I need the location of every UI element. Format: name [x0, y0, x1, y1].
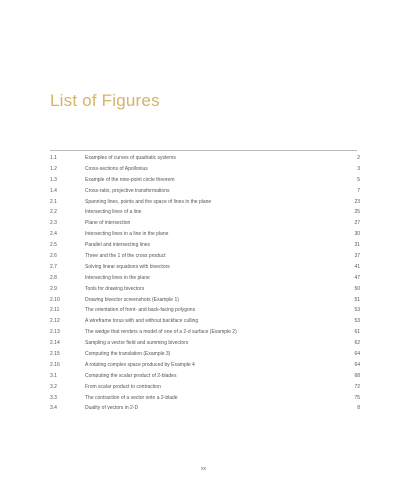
figure-list — [50, 153, 360, 414]
figure-caption: Duality of vectors in 2-D — [85, 405, 139, 412]
figure-caption: Computing the scalar product of 2-blades — [85, 372, 177, 379]
figure-caption: Cross-ratio, projective transformations — [85, 187, 170, 194]
figure-entry[interactable] — [50, 262, 360, 273]
figure-caption: Three and the 1 of the cross product — [85, 253, 166, 260]
figure-caption: Plane of intersection — [85, 220, 131, 227]
figure-page-number: 25 — [354, 209, 360, 216]
figure-page-number: 50 — [354, 285, 360, 292]
figure-number: 2.6 — [50, 253, 57, 260]
figure-number: 2.14 — [50, 340, 60, 347]
figure-page-number: 68 — [354, 372, 360, 379]
figure-number: 2.15 — [50, 351, 60, 358]
figure-number: 3.2 — [50, 383, 57, 390]
figure-caption: Solving linear equations with bivectors — [85, 263, 170, 270]
figure-page-number: 51 — [354, 296, 360, 303]
figure-entry[interactable] — [50, 403, 360, 414]
figure-page-number: 7 — [357, 187, 360, 194]
figure-caption: Intersecting lines in a line in the plane — [85, 231, 169, 238]
figure-number: 2.8 — [50, 274, 57, 281]
figure-entry[interactable] — [50, 197, 360, 208]
figure-page-number: 72 — [354, 383, 360, 390]
figure-entry[interactable] — [50, 229, 360, 240]
figure-number: 1.4 — [50, 187, 57, 194]
figure-number: 2.3 — [50, 220, 57, 227]
figure-number: 1.1 — [50, 155, 57, 161]
figure-caption: Intersecting lines in the plane — [85, 274, 150, 281]
figure-number: 2.1 — [50, 198, 57, 205]
figure-entry[interactable] — [50, 349, 360, 360]
figure-page-number: 2 — [357, 155, 360, 161]
figure-caption: Computing the translation (Example 3) — [85, 351, 171, 358]
figure-number: 2.5 — [50, 242, 57, 249]
page-number: xx — [201, 466, 206, 472]
figure-page-number: 53 — [354, 307, 360, 314]
figure-caption: The wedge that renders a model of one of a 2-d surface (Example 2) — [85, 329, 237, 336]
figure-caption: Tools for drawing bivectors — [85, 285, 145, 292]
figure-number: 2.12 — [50, 318, 60, 325]
figure-entry[interactable] — [50, 240, 360, 251]
figure-entry[interactable] — [50, 338, 360, 349]
figure-caption: A rotating complex space produced by Example 4 — [85, 361, 195, 368]
figure-caption: Spanning lines, points and the space of lines in the plane — [85, 198, 212, 205]
figure-page-number: 37 — [354, 253, 360, 260]
figure-page-number: 53 — [354, 318, 360, 325]
figure-number: 1.3 — [50, 176, 57, 183]
figure-number: 2.11 — [50, 307, 60, 314]
figure-caption: Examples of curves of quadratic systems — [85, 155, 176, 161]
figure-entry[interactable] — [50, 393, 360, 404]
figure-caption: A wireframe torus with and without backface culling — [85, 318, 199, 325]
figure-entry[interactable] — [50, 153, 360, 164]
figure-number: 2.10 — [50, 296, 60, 303]
figure-number: 2.4 — [50, 231, 57, 238]
figure-caption: Sampling a vector field and summing bivectors — [85, 340, 189, 347]
figure-entry[interactable] — [50, 295, 360, 306]
figure-caption: Drawing bivector screenshots (Example 1) — [85, 296, 179, 303]
figure-entry[interactable] — [50, 371, 360, 382]
figure-page-number: 30 — [354, 231, 360, 238]
figure-entry[interactable] — [50, 251, 360, 262]
figure-entry[interactable] — [50, 175, 360, 186]
figure-caption: Intersecting lines of a line — [85, 209, 142, 216]
figure-entry[interactable] — [50, 207, 360, 218]
figure-entry[interactable] — [50, 218, 360, 229]
figure-caption: From scalar product to contraction — [85, 383, 161, 390]
figure-page-number: 31 — [354, 242, 360, 249]
figure-entry[interactable] — [50, 382, 360, 393]
figure-entry[interactable] — [50, 186, 360, 197]
figure-entry[interactable] — [50, 284, 360, 295]
figure-page-number: 5 — [357, 176, 360, 183]
figure-number: 3.3 — [50, 394, 57, 401]
figure-entry[interactable] — [50, 164, 360, 175]
figure-caption: Parallel and intersecting lines — [85, 242, 151, 249]
figure-entry[interactable] — [50, 305, 360, 316]
figure-entry[interactable] — [50, 327, 360, 338]
figure-page-number: 3 — [357, 165, 360, 172]
figure-number: 1.2 — [50, 165, 57, 172]
figure-page-number: 64 — [354, 361, 360, 368]
figure-entry[interactable] — [50, 316, 360, 327]
figure-number: 2.9 — [50, 285, 57, 292]
figure-caption: The contraction of a vector onto a 2-blade — [85, 394, 178, 401]
figure-number: 2.2 — [50, 209, 57, 216]
figure-number: 2.7 — [50, 263, 57, 270]
figure-page-number: 64 — [354, 351, 360, 358]
figure-page-number: 27 — [354, 220, 360, 227]
figure-page-number: 61 — [354, 329, 360, 336]
figure-number: 2.13 — [50, 329, 60, 336]
page-title: List of Figures — [50, 91, 160, 110]
figure-page-number: 47 — [354, 274, 360, 281]
figure-number: 2.16 — [50, 361, 60, 368]
figure-caption: Cross-sections of Apollonius — [85, 165, 148, 172]
figure-page-number: 62 — [354, 340, 360, 347]
figure-number: 3.4 — [50, 405, 57, 412]
figure-number: 3.1 — [50, 372, 57, 379]
figure-caption: Example of the nine-point circle theorem — [85, 176, 175, 183]
figure-entry[interactable] — [50, 360, 360, 371]
figure-page-number: 41 — [354, 263, 360, 270]
figure-page-number: 75 — [354, 394, 360, 401]
header-rule — [50, 150, 357, 151]
figure-entry[interactable] — [50, 273, 360, 284]
figure-page-number: 23 — [354, 198, 360, 205]
figure-caption: The orientation of front- and back-facing polygons — [85, 307, 196, 314]
figure-page-number: 8 — [357, 405, 360, 412]
